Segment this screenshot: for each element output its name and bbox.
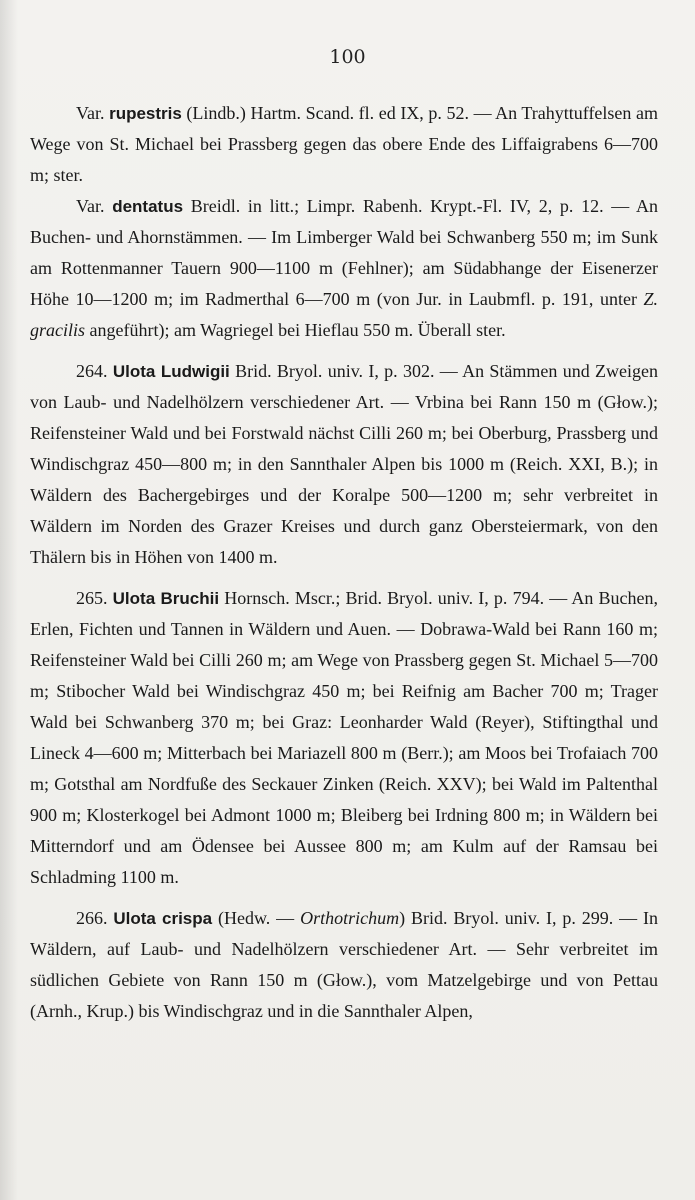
italic-genus: Orthotrichum [300,908,400,928]
entry-body: (Lindb.) Hartm. Scand. fl. ed IX, p. 52. — An Trahyttuffelsen am Wege von St. Michael bei Prassberg gegen das obere Ende des Liffaigrabens 6—700 m; ster. [30,103,658,185]
page-number: 100 [329,46,366,68]
entry-body: Hornsch. Mscr.; Brid. Bryol. univ. I, p. 794. — An Buchen, Erlen, Fichten und Tannen in Wäldern und Auen. — Dobrawa-Wald bei Rann 160 m; Reifensteiner Wald bei Cilli 260 m; am Wege von Prassberg gegen St. Michael 5—700 m; Stibocher Wald bei Windischgraz 450 m; bei Reifnig am Bacher 700 m; Trager Wald bei Schwanberg 370 m; bei Graz: Leonharder Wald (Reyer), Stiftingthal und Lineck 4—600 m; Mitterbach bei Mariazell 800 m (Berr.); am Moos bei Trofaiach 700 m; Gotsthal am Nordfuße des Seckauer Zinken (Reich. XXV); bei Wald im Paltenthal 900 m; Klosterkogel bei Admont 1000 m; Bleiberg bei Irdning 800 m; in Wäldern bei Mitterndorf und am Ödensee bei Aussee 800 m; am Kulm auf der Ramsau bei Schladming 1100 m. [30,588,659,887]
entry-prefix: Var. [76,196,113,216]
taxon-name: Ulota Ludwigii [112,362,230,381]
italic-citation: Z. gracilis [30,289,658,340]
entry-number: 266. [76,908,114,928]
entry-264-ulota-ludwigii [30,356,658,573]
page-text [30,98,658,1027]
entry-var-rupestris [30,98,658,191]
taxon-name: dentatus [112,197,184,216]
entry-number: 265. [76,588,113,608]
entry-266-ulota-crispa [30,903,658,1027]
taxon-name: Ulota crispa [113,909,213,928]
entry-prefix: Var. [76,103,110,123]
taxon-name: Ulota Bruchii [112,589,220,608]
entry-body: Brid. Bryol. univ. I, p. 302. — An Stämmen und Zweigen von Laub- und Nadelhölzern verschiedener Art. — Vrbina bei Rann 150 m (Głow.); Reifensteiner Wald und bei Forstwald nächst Cilli 260 m; bei Oberburg, Prassberg und Windischgraz 450—800 m; in den Sannthaler Alpen bis 1000 m (Reich. XXI, B.); in Wäldern des Bachergebirges und der Koralpe 500—1200 m; sehr verbreitet in Wäldern im Norden des Grazer Kreises und durch ganz Obersteiermark, von den Thälern bis in Höhen von 1400 m. [30,361,658,567]
entry-265-ulota-bruchii [30,583,658,893]
entry-body: Breidl. in litt.; Limpr. Rabenh. Krypt.-Fl. IV, 2, p. 12. — An Buchen- und Ahornstämmen. — Im Limberger Wald bei Schwanberg 550 m; im Sunk am Rottenmanner Tauern 900—1100 m (Fehlner); am Südabhange der Eisenerzer Höhe 10—1200 m; im Radmerthal 6—700 m (von Jur. in Laubmfl. p. 191, unter [30,196,658,309]
entry-body-cont: ) Brid. Bryol. univ. I, p. 299. — In Wäldern, auf Laub- und Nadelhölzern verschiedener Art. — Sehr verbreitet im südlichen Gebiete von Rann 150 m (Głow.), vom Matzelgebirge und von Pettau (Arnh., Krup.) bis Windischgraz und in die Sannthaler Alpen, [30,908,659,1021]
taxon-name: rupestris [109,104,182,123]
entry-number: 264. [76,361,113,381]
entry-body: (Hedw. — [212,908,301,928]
entry-var-dentatus [30,191,658,346]
entry-body-cont: angeführt); am Wagriegel bei Hieflau 550 m. Überall ster. [85,320,506,340]
